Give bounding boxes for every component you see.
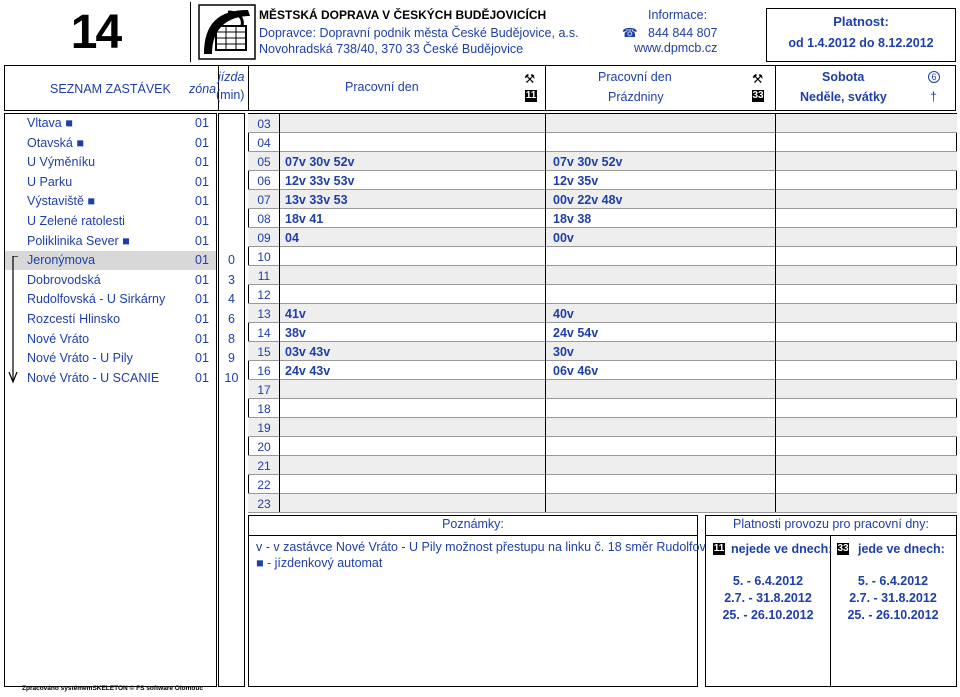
hour-cell: 17 [257,383,271,397]
weekday-departures: 12v 33v 53v [285,174,355,188]
zone-column-header: zóna [189,82,217,96]
footer-credit: Zpracováno systémemSKELETON © FS software Olomouc [22,685,203,692]
not-running-title: nejede ve dnech: [731,542,833,556]
timetable-row [248,114,957,133]
direction-arrow-icon [7,256,19,386]
mark-11-icon: 11 [525,90,537,101]
validity-value: od 1.4.2012 do 8.12.2012 [788,36,934,50]
note-transfer: v - v zastávce Nové Vráto - U Pily možnost přestupu na linku č. 18 směr Rudolfov [256,540,706,554]
hour-cell: 08 [257,212,271,226]
hour-cell: 19 [257,421,271,435]
running-date: 2.7. - 31.8.2012 [849,591,937,605]
holiday-column-header: Pracovní den [598,70,672,84]
stop-row [5,232,216,251]
holiday-departures: 40v [553,307,574,321]
line-number: 14 [70,5,121,59]
phone-icon: ☎ [622,26,638,40]
dpmcb-logo-icon [198,4,256,60]
stop-row [5,134,216,153]
not-running-date: 25. - 26.10.2012 [722,608,814,622]
timetable-row [248,494,957,513]
hour-cell: 14 [257,326,271,340]
stop-zone: 01 [195,214,209,228]
hour-cell: 10 [257,250,271,264]
stop-zone: 01 [195,292,209,307]
stop-row [5,369,216,388]
ride-minutes: 10 [224,370,239,385]
hour-cell: 23 [257,497,271,511]
stop-zone: 01 [195,194,209,209]
timetable-row [248,418,957,437]
stop-zone: 01 [195,370,209,385]
stop-name: Nové Vráto [27,331,90,346]
stop-row [5,349,216,368]
weekday-departures: 18v 41 [285,212,324,226]
validity-title: Platnost: [833,14,889,29]
running-title: jede ve dnech: [858,542,945,556]
not-running-date: 2.7. - 31.8.2012 [724,591,812,605]
ride-minutes: 0 [228,253,235,268]
holiday-departures: 00v [553,231,574,245]
timetable-row [248,323,957,342]
stop-row [5,192,216,211]
stop-name: Rudolfovská - U Sirkárny [27,292,166,307]
timetable-row [248,304,957,323]
stop-row [5,212,216,231]
stop-zone: 01 [195,116,209,130]
hour-cell: 04 [257,136,271,150]
stop-zone: 01 [195,174,209,189]
timetable-row [248,361,957,380]
info-phone-row [622,25,718,40]
saturday-column-header: Sobota [822,70,865,84]
mark-33-icon: 33 [752,90,764,101]
stop-zone: 01 [195,312,209,326]
weekday-departures: 41v [285,307,306,321]
holiday-departures: 30v [553,345,574,359]
saturday-mark-icon: 6 [928,71,940,83]
mark-11-icon: 11 [713,543,725,554]
stop-row [5,173,216,192]
operator-title: MĚSTSKÁ DOPRAVA V ČESKÝCH BUDĚJOVICÍCH [259,8,547,22]
hour-cell: 11 [257,269,271,283]
info-phone: 844 844 807 [648,26,718,40]
hour-cell: 20 [257,440,271,454]
hammer-icon: ⚒ [752,72,764,86]
stop-row [5,271,216,290]
weekday-departures: 38v [285,326,306,340]
info-title: Informace: [648,8,708,22]
holiday-column-subheader: Prázdniny [608,90,664,104]
stops-column-header: SEZNAM ZASTÁVEK [50,82,171,96]
stop-zone: 01 [195,135,209,150]
holiday-departures: 12v 35v [553,174,599,188]
holiday-departures: 18v 38 [553,212,592,226]
running-date: 5. - 6.4.2012 [857,574,929,588]
hour-cell: 18 [257,402,271,416]
info-web[interactable]: www.dpmcb.cz [634,41,718,55]
stop-name: Vltava ■ [27,116,73,130]
ride-minutes: 3 [228,272,235,287]
stop-name: U Výměníku [27,155,96,170]
holiday-departures: 07v 30v 52v [553,155,623,169]
sunday-column-header: Neděle, svátky [800,90,887,104]
stop-name: Otavská ■ [27,135,84,150]
timetable-row [248,456,957,475]
timetable-row [248,228,957,247]
stop-row [5,251,216,270]
holiday-departures: 00v 22v 48v [553,193,623,207]
hammer-icon: ⚒ [524,72,536,86]
timetable-row [248,266,957,285]
note-ticket-machine: ■ - jízdenkový automat [256,556,383,570]
stop-name: Nové Vráto - U SCANIE [27,370,160,385]
stop-row [5,310,216,329]
ride-minutes: 8 [228,331,235,346]
operator-name: Dopravce: Dopravní podnik města České Budějovice, a.s. [259,26,579,40]
stop-name: U Zelené ratolesti [27,214,125,228]
stop-zone: 01 [195,331,209,346]
hour-cell: 03 [257,117,271,131]
timetable-row [248,285,957,304]
ride-column-header: jízda [218,70,245,84]
not-running-date: 5. - 6.4.2012 [732,574,804,588]
ride-minutes: 9 [228,351,235,366]
hour-cell: 15 [257,345,271,359]
stop-name: Dobrovodská [27,272,101,287]
operator-address: Novohradská 738/40, 370 33 České Budějovice [259,42,524,56]
weekday-departures: 07v 30v 52v [285,155,355,169]
stop-name: U Parku [27,174,73,189]
stop-row [5,330,216,349]
stop-zone: 01 [195,155,209,170]
weekday-departures: 03v 43v [285,345,331,359]
stop-name: Rozcestí Hlinsko [27,312,121,326]
timetable-row [248,209,957,228]
stop-name: Nové Vráto - U Pily [27,351,133,366]
ride-minutes: 6 [228,312,235,326]
ride-minutes-column [218,113,245,687]
hour-cell: 07 [257,193,271,207]
hour-cell: 12 [257,288,271,302]
timetable-row [248,342,957,361]
hour-cell: 09 [257,231,271,245]
timetable-row [248,380,957,399]
timetable-row [248,399,957,418]
weekday-departures: 13v 33v 53 [285,193,348,207]
hour-cell: 16 [257,364,271,378]
notes-title: Poznámky: [442,517,504,531]
stop-row [5,153,216,172]
cross-icon: † [930,90,937,104]
hour-cell: 13 [257,307,271,321]
ride-column-unit: (min) [216,88,245,102]
stop-name: Poliklinika Sever ■ [27,233,130,248]
stop-zone: 01 [195,253,209,268]
timetable-row [248,437,957,456]
ride-minutes: 4 [228,292,235,307]
stop-zone: 01 [195,351,209,366]
stop-name: Výstaviště ■ [27,194,95,209]
weekday-departures: 04 [285,231,299,245]
hour-cell: 22 [257,478,271,492]
weekday-departures: 24v 43v [285,364,331,378]
stop-row [5,114,216,133]
weekday-column-header: Pracovní den [345,80,419,94]
line-number-frame [1,2,191,62]
timetable-row [248,133,957,152]
stop-name: Jeronýmova [27,253,96,268]
operation-validity-title: Platnosti provozu pro pracovní dny: [733,517,929,531]
holiday-departures: 24v 54v [553,326,599,340]
hour-cell: 21 [257,459,271,473]
holiday-departures: 06v 46v [553,364,599,378]
stop-row [5,290,216,309]
hour-cell: 06 [257,174,271,188]
stop-zone: 01 [195,233,209,248]
hour-cell: 05 [257,155,271,169]
timetable-row [248,247,957,266]
timetable-row [248,475,957,494]
stop-zone: 01 [195,272,209,287]
running-date: 25. - 26.10.2012 [847,608,939,622]
mark-33-icon: 33 [837,543,849,554]
